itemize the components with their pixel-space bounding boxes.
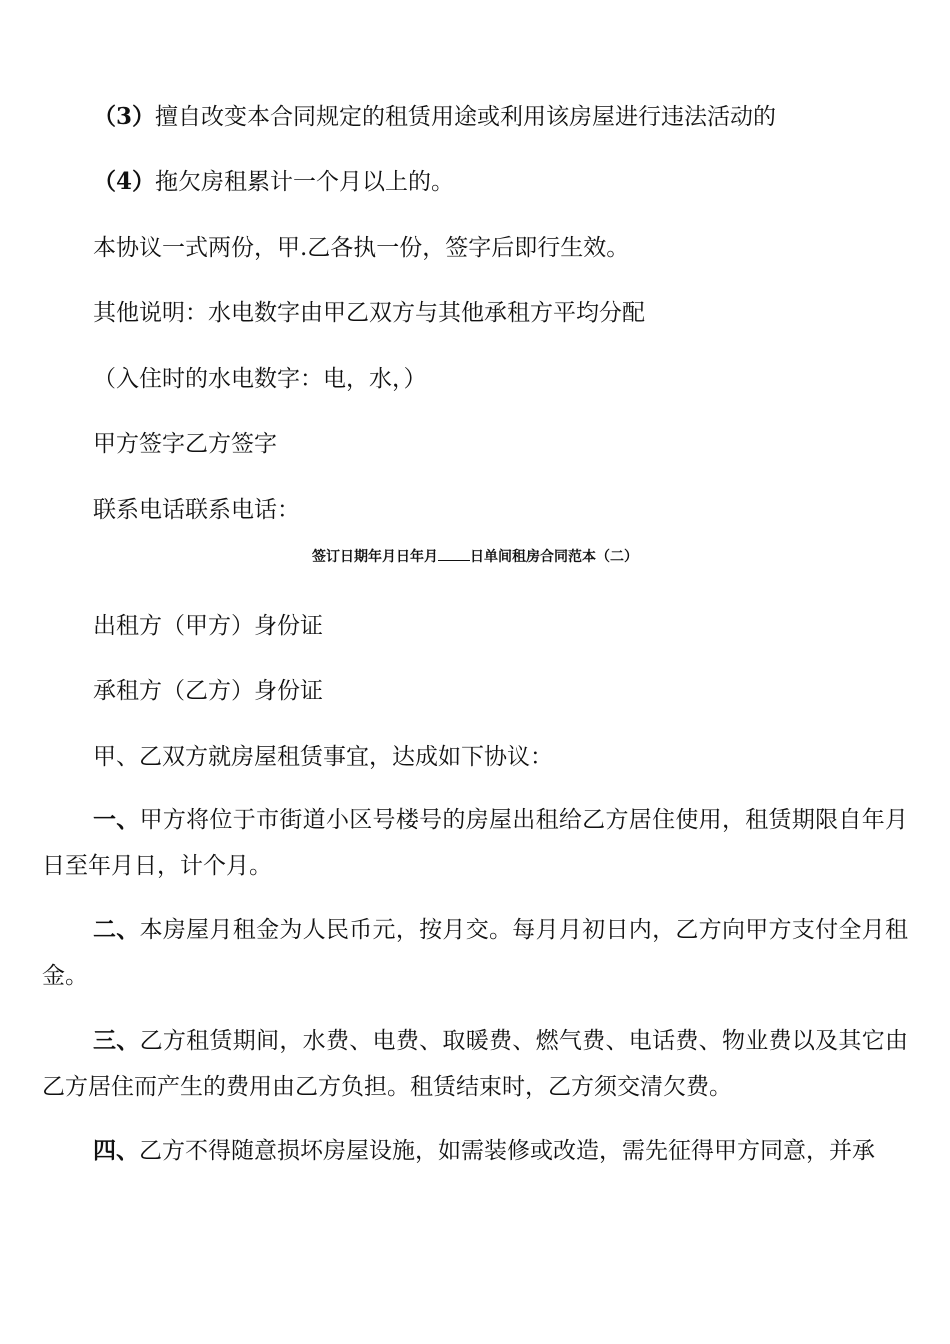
clause-text: 乙方不得随意损坏房屋设施，如需装修或改造，需先征得甲方同意，并承 [139, 1138, 875, 1164]
other-notes: 其他说明：水电数字由甲乙双方与其他承租方平均分配 [93, 300, 645, 326]
clause-4 [42, 1128, 908, 1174]
signature-line: 甲方签字乙方签字 [93, 431, 277, 457]
phone-line: 联系电话联系电话： [93, 497, 300, 523]
title-part-2: 日单间租房合同范本（二） [470, 549, 638, 565]
clause-1 [42, 797, 908, 889]
clause-number: 四、 [93, 1137, 139, 1164]
agreement-intro: 甲、乙双方就房屋租赁事宜，达成如下协议： [93, 744, 553, 770]
lessee-line: 承租方（乙方）身份证 [93, 678, 323, 704]
item-text: 擅自改变本合同规定的租赁用途或利用该房屋进行违法活动的 [155, 104, 777, 130]
title-part-1: 签订日期年月日年月 [312, 549, 438, 565]
clause-3 [42, 1018, 908, 1110]
clause-number: 三、 [93, 1027, 140, 1054]
item-number: （3） [93, 103, 156, 130]
clause-text: 本房屋月租金为人民币元，按月交。每月月初日内，乙方向甲方支付全月租金。 [42, 917, 909, 989]
copies-note: 本协议一式两份，甲.乙各执一份，签字后即行生效。 [93, 235, 630, 261]
lessor-line: 出租方（甲方）身份证 [93, 613, 323, 639]
section-title [0, 547, 950, 567]
clause-text: 甲方将位于市街道小区号楼号的房屋出租给乙方居住使用，租赁期限自年月日至年月日，计个月。 [42, 807, 909, 879]
clause-text: 乙方租赁期间，水费、电费、取暖费、燃气费、电话费、物业费以及其它由乙方居住而产生的费用由乙方负担。租赁结束时，乙方须交清欠费。 [42, 1028, 909, 1100]
clause-item-4 [93, 166, 454, 198]
meter-readings: （入住时的水电数字：电，水，） [93, 366, 427, 392]
clause-number: 一、 [93, 806, 140, 833]
item-number: （4） [93, 168, 156, 195]
item-text: 拖欠房租累计一个月以上的。 [155, 169, 455, 195]
clause-2 [42, 907, 908, 999]
clause-number: 二、 [93, 916, 140, 943]
date-blank [438, 548, 470, 561]
clause-item-3 [93, 101, 776, 133]
